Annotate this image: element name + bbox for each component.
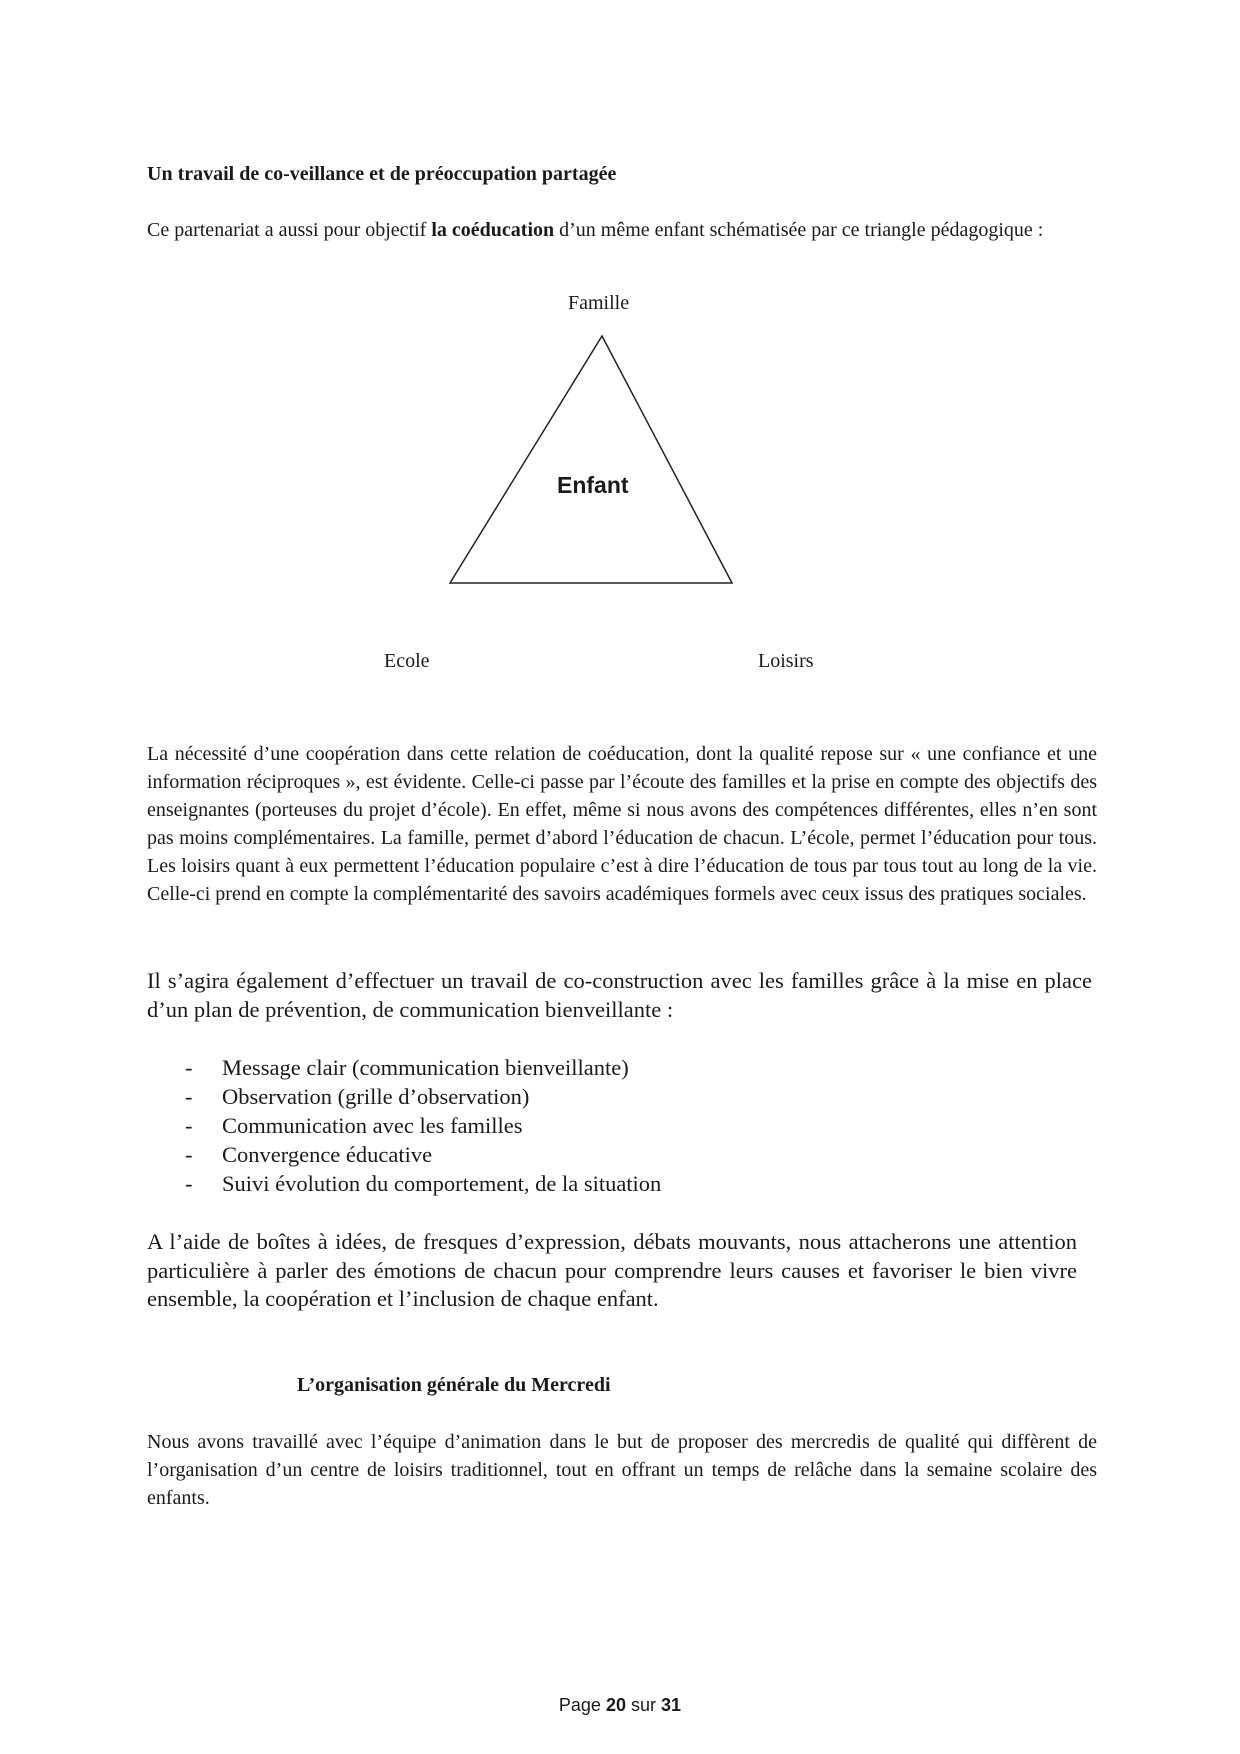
footer-page-number: 20 <box>605 1695 626 1715</box>
footer-sur-word: sur <box>631 1695 657 1715</box>
diagram-label-loisirs: Loisirs <box>758 650 814 672</box>
list-item-text: Suivi évolution du comportement, de la situation <box>222 1171 662 1196</box>
intro-bold-coeducation: la coéducation <box>431 219 555 241</box>
list-item <box>147 1111 1047 1140</box>
triangle-diagram <box>440 330 740 588</box>
intro-text-start: Ce partenariat a aussi pour objectif <box>147 219 432 241</box>
list-item <box>147 1140 1047 1169</box>
paragraph-mercredi: Nous avons travaillé avec l’équipe d’animation dans le but de proposer des mercredis de qualité qui diffèrent de l’organisation d’un centre de loisirs traditionnel, tout en offrant un temps de relâche dans la semaine scolaire des enfants. <box>147 1431 1097 1509</box>
list-item-text: Message clair (communication bienveillante) <box>222 1055 629 1080</box>
list-item-text: Communication avec les familles <box>222 1113 523 1138</box>
footer-page-word: Page <box>558 1695 601 1715</box>
intro-text-end: d’un même enfant schématisée par ce triangle pédagogique : <box>554 219 1044 241</box>
page-footer <box>0 1695 1240 1716</box>
list-item <box>147 1169 1047 1198</box>
list-item-text: Convergence éducative <box>222 1142 433 1167</box>
intro-paragraph <box>147 216 1067 244</box>
diagram-label-ecole: Ecole <box>384 650 430 672</box>
paragraph-emotions: A l’aide de boîtes à idées, de fresques d’expression, débats mouvants, nous attacherons une attention particulière à parler des émotions de chacun pour comprendre leurs causes et favoriser le bien vivre ensemble, la coopération et l’inclusion de chaque enfant. <box>147 1229 1077 1311</box>
bullet-dash: - <box>185 1084 193 1109</box>
bullet-dash: - <box>185 1055 193 1080</box>
section-heading-coveillance: Un travail de co-veillance et de préoccupation partagée <box>147 163 617 185</box>
bullet-dash: - <box>185 1142 193 1167</box>
bullet-dash: - <box>185 1113 193 1138</box>
triangle-shape <box>450 336 732 583</box>
paragraph-co-construction: Il s’agira également d’effectuer un travail de co-construction avec les familles grâce à la mise en place d’un plan de prévention, de communication bienveillante : <box>147 968 1092 1022</box>
bullet-dash: - <box>185 1171 193 1196</box>
list-item <box>147 1053 1047 1082</box>
list-item <box>147 1082 1047 1111</box>
footer-total-pages: 31 <box>661 1695 682 1715</box>
list-item-text: Observation (grille d’observation) <box>222 1084 530 1109</box>
paragraph-cooperation: La nécessité d’une coopération dans cette relation de coéducation, dont la qualité repose sur « une confiance et une information réciproques », est évidente. Celle-ci passe par l’écoute des familles et la prise en compte des objectifs des enseignantes (porteuses du projet d’école). En effet, même si nous avons des compétences différentes, elles n’en sont pas moins complémentaires. La famille, permet d’abord l’éducation de chacun. L’école, permet l’éducation pour tous. Les loisirs quant à eux permettent l’éducation populaire c’est à dire l’éducation de tous par tous tout au long de la vie. Celle-ci prend en compte la complémentarité des savoirs académiques formels avec ceux issus des pratiques sociales. <box>147 743 1097 905</box>
diagram-label-famille: Famille <box>568 292 630 314</box>
section-heading-mercredi: L’organisation générale du Mercredi <box>297 1374 611 1396</box>
prevention-list <box>147 1053 1047 1198</box>
diagram-label-enfant: Enfant <box>557 472 629 498</box>
